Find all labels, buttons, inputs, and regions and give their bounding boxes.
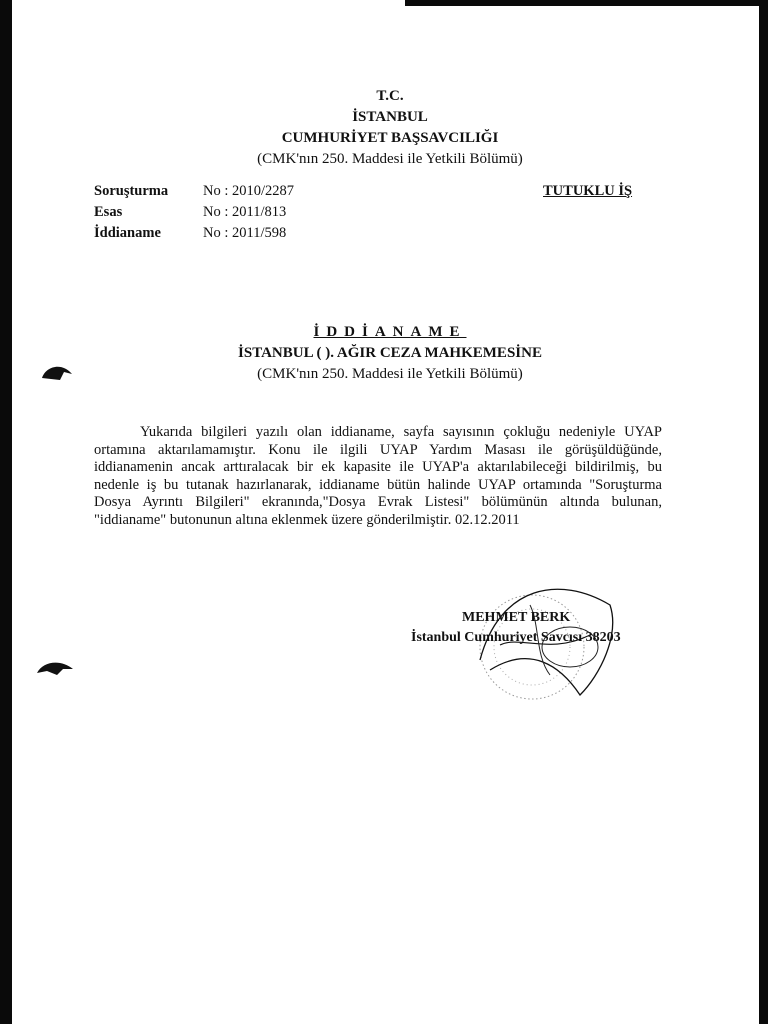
meta-row — [94, 202, 294, 223]
header-subtitle: (CMK'nın 250. Maddesi ile Yetkili Bölümü) — [257, 151, 523, 167]
court-name: İSTANBUL ( ). AĞIR CEZA MAHKEMESİNE — [238, 345, 542, 361]
meta-row — [94, 181, 294, 202]
indictment-title — [180, 322, 600, 385]
meta-value: No : 2011/813 — [203, 204, 287, 220]
meta-value: No : 2010/2287 — [203, 183, 295, 199]
meta-label: Soruşturma — [94, 183, 169, 199]
ink-blot-icon — [40, 360, 74, 382]
title-heading: İDDİANAME — [313, 324, 467, 340]
meta-label: İddianame — [94, 225, 161, 241]
meta-value: No : 2011/598 — [203, 225, 287, 241]
signatory-name: MEHMET BERK — [462, 610, 571, 625]
title-subtitle: (CMK'nın 250. Maddesi ile Yetkili Bölümü) — [257, 366, 523, 382]
meta-row — [94, 223, 294, 244]
document-header — [200, 86, 580, 170]
status-badge: TUTUKLU İŞ — [543, 183, 633, 199]
header-country: T.C. — [376, 88, 404, 104]
body-paragraph: Yukarıda bilgileri yazılı olan iddianame, sayfa sayısının çokluğu nedeniyle UYAP ortamına aktarılamamıştır. Konu ile ilgili UYAP Yardım Masası ile görüşüldüğünde, iddianamenin ancak arttıralacak bir ek kapasite ile UYAP'a aktarılabileceği bildirilmiş, bu nedenle iş bu tutanak hazırlanarak, iddianame bütün halinde UYAP ortamında "Soruşturma Dosya Ayrıntı Bilgileri" ekranında,"Dosya Evrak Listesi" bölümünün altında bulunan, "iddianame" butonunun altına eklenmek üzere gönderilmiştir. 02.12.2011 — [94, 424, 662, 528]
ink-blot-icon — [35, 655, 75, 679]
signatory-title: İstanbul Cumhuriyet Savcısı 38203 — [411, 630, 621, 645]
header-city: İSTANBUL — [352, 109, 428, 125]
scan-edge-top — [405, 0, 768, 6]
official-stamp-icon — [440, 575, 640, 725]
header-office: CUMHURİYET BAŞSAVCILIĞI — [281, 130, 499, 146]
case-numbers — [94, 181, 294, 244]
meta-label: Esas — [94, 204, 123, 220]
scan-edge-left — [0, 0, 12, 1024]
scan-edge-right — [759, 0, 768, 1024]
